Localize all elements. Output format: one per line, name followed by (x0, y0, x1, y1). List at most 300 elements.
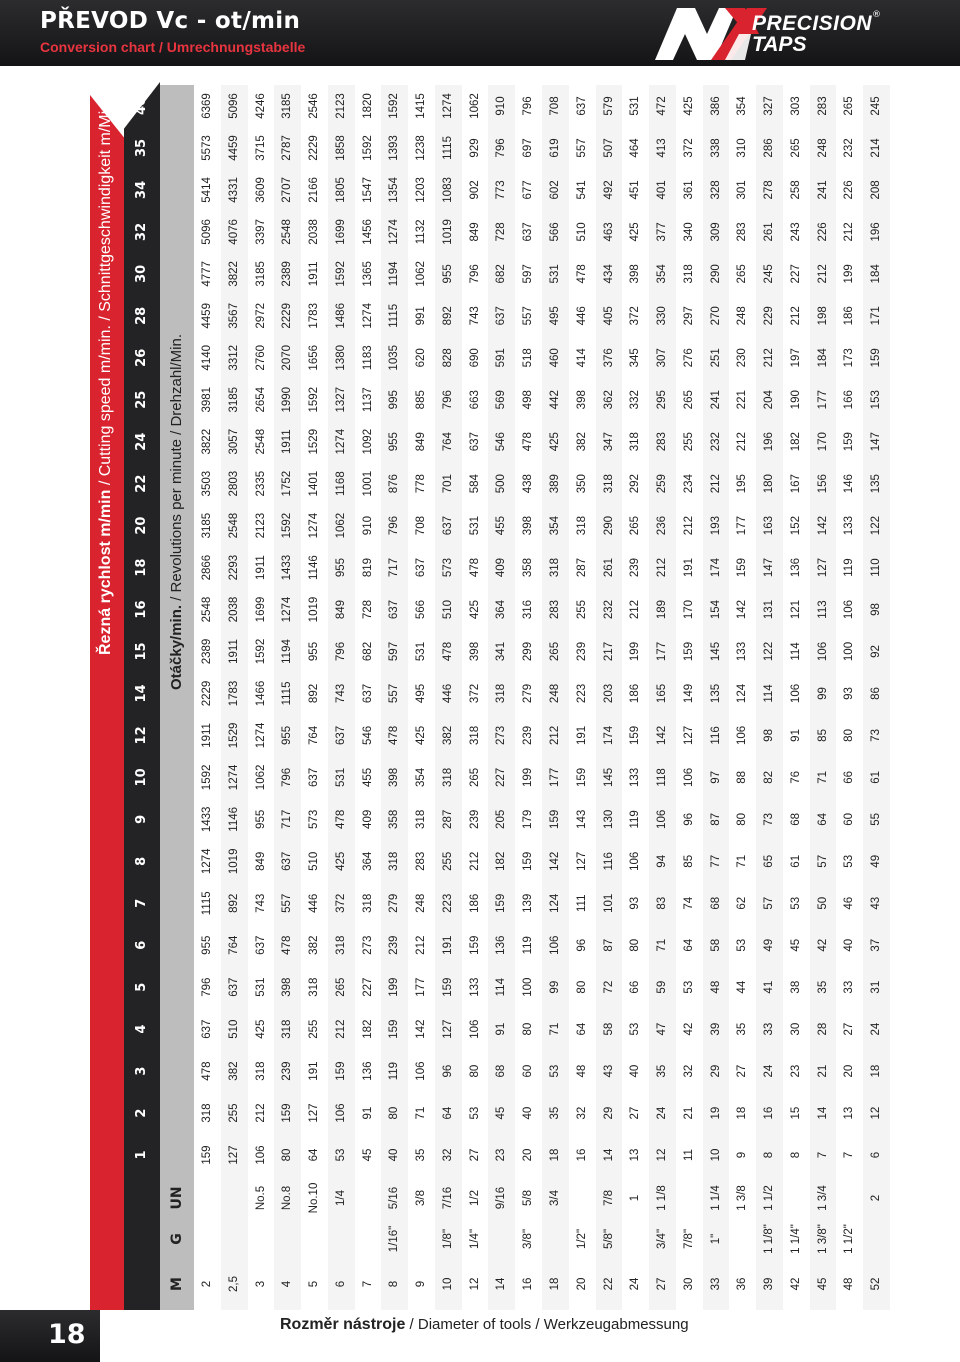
speed-head-7: 7 (134, 898, 149, 908)
cell-rpm: 318 (602, 474, 615, 494)
cell-rpm: 3503 (201, 470, 213, 497)
speed-head-9: 9 (134, 814, 149, 824)
cell-rpm: 1486 (334, 303, 347, 329)
cell-rpm: 446 (308, 893, 321, 913)
cell-rpm: 27 (843, 1022, 856, 1036)
cell-rpm: 116 (602, 852, 615, 871)
cell-rpm: 4459 (201, 303, 213, 329)
cell-rpm: 1238 (415, 135, 428, 161)
cell-rpm: 100 (843, 641, 856, 662)
cell-rpm: 3397 (254, 219, 267, 245)
cell-rpm: 94 (656, 854, 669, 868)
cell-rpm: 8 (763, 1151, 776, 1159)
cell-g-size: 7/8" (682, 1228, 695, 1250)
cell-rpm: 278 (763, 180, 776, 200)
cell-rpm: 910 (361, 516, 374, 536)
cell-rpm: 546 (495, 432, 508, 452)
cell-rpm: 195 (736, 474, 749, 494)
cell-rpm: 97 (709, 770, 722, 784)
cell-rpm: 39 (709, 1022, 722, 1036)
col-head-un: UN (169, 1186, 185, 1210)
cell-rpm: 279 (388, 893, 401, 913)
cell-rpm: 637 (388, 599, 401, 620)
cell-rpm: 1529 (227, 722, 240, 749)
cell-rpm: 318 (254, 1061, 267, 1081)
cell-rpm: 239 (629, 557, 642, 578)
cell-rpm: 1132 (415, 219, 428, 245)
cell-rpm: 637 (575, 96, 588, 116)
cell-rpm: 53 (468, 1106, 481, 1120)
cell-rpm: 579 (602, 96, 615, 116)
cell-metric-size: 12 (468, 1277, 481, 1291)
registered-mark: ® (872, 10, 881, 20)
cell-rpm: 3312 (227, 344, 240, 371)
cell-rpm: 49 (870, 854, 883, 868)
cell-rpm: 43 (602, 1064, 615, 1078)
speed-head-10: 10 (134, 768, 149, 787)
cell-rpm: 143 (575, 809, 588, 829)
cell-rpm: 40 (843, 938, 856, 952)
cell-rpm: 7 (816, 1151, 829, 1159)
cell-rpm: 354 (656, 264, 669, 284)
cell-rpm: 38 (789, 980, 802, 994)
cell-rpm: 199 (388, 977, 401, 997)
table-row (542, 85, 569, 1310)
cell-rpm: 637 (522, 222, 535, 242)
cell-rpm: 106 (254, 1145, 267, 1165)
cell-rpm: 764 (441, 432, 454, 452)
cell-rpm: 318 (575, 516, 588, 536)
cell-rpm: 717 (388, 557, 401, 578)
cell-un-size: 1/2 (468, 1190, 481, 1206)
cell-g-size (863, 1220, 890, 1258)
cell-rpm: 135 (870, 474, 883, 494)
cell-rpm: 318 (388, 851, 401, 871)
cell-rpm: 99 (816, 687, 829, 700)
cell-rpm: 405 (602, 306, 615, 326)
cell-rpm: 83 (656, 896, 669, 910)
cell-rpm: 1274 (308, 512, 321, 539)
cell-rpm: 80 (388, 1106, 401, 1120)
cell-rpm: 159 (522, 851, 535, 871)
cell-rpm: 212 (415, 935, 428, 955)
cell-rpm: 265 (789, 138, 802, 158)
cell-rpm: 4076 (227, 219, 240, 245)
cell-rpm: 177 (656, 641, 669, 662)
cell-un-size (783, 1176, 810, 1220)
cell-g-size: 1 1/2" (843, 1224, 856, 1254)
cell-rpm: 47 (656, 1022, 669, 1036)
cell-rpm: 1115 (281, 681, 294, 706)
cell-rpm: 142 (656, 725, 669, 746)
cell-rpm: 170 (682, 599, 695, 620)
cell-rpm: 303 (789, 96, 802, 116)
cell-un-size: 3/4 (549, 1190, 561, 1206)
cell-rpm: 196 (870, 222, 883, 242)
cell-rpm: 127 (441, 1019, 454, 1039)
cell-rpm: 113 (816, 600, 829, 619)
cell-rpm: 24 (870, 1022, 883, 1036)
cell-rpm: 33 (763, 1022, 776, 1036)
cell-rpm: 87 (709, 812, 722, 826)
cell-rpm: 682 (361, 641, 374, 662)
table-row (703, 85, 730, 1310)
cell-rpm: 261 (602, 557, 615, 578)
cell-rpm: 637 (201, 1019, 213, 1039)
cell-rpm: 1699 (254, 596, 267, 623)
table-row (810, 85, 837, 1310)
cell-rpm: 159 (441, 977, 454, 997)
cell-rpm: 259 (656, 474, 669, 494)
cell-rpm: 199 (629, 641, 642, 662)
cell-rpm: 425 (629, 222, 642, 242)
cell-g-size (355, 1220, 382, 1258)
cell-g-size: 1/4" (468, 1228, 481, 1250)
cell-metric-size: 4 (281, 1280, 294, 1288)
cell-rpm: 197 (789, 348, 802, 368)
cell-rpm: 728 (361, 599, 374, 620)
cell-rpm: 91 (361, 1106, 374, 1120)
table-row (783, 85, 810, 1310)
cell-rpm: 1062 (468, 93, 481, 119)
cell-g-size: 3/4" (656, 1228, 669, 1250)
cell-metric-size: 20 (575, 1277, 588, 1291)
cell-rpm: 358 (388, 809, 401, 829)
logo-text-precision: PRECISION (752, 12, 873, 35)
cell-rpm: 91 (789, 729, 802, 742)
cell-rpm: 239 (388, 935, 401, 955)
speed-head-12: 12 (134, 726, 149, 745)
cell-rpm: 53 (682, 980, 695, 994)
cell-un-size: 2 (870, 1194, 883, 1202)
speed-head-35: 35 (134, 138, 149, 158)
cell-rpm: 61 (789, 854, 802, 868)
cell-rpm: 92 (870, 645, 883, 658)
cell-rpm: 20 (522, 1148, 535, 1162)
cell-rpm: 955 (254, 809, 267, 829)
cell-rpm: 136 (361, 1061, 374, 1081)
cell-rpm: 177 (415, 977, 428, 997)
cell-rpm: 127 (227, 1145, 240, 1165)
cell-rpm: 1990 (281, 386, 294, 413)
cell-rpm: 796 (441, 390, 454, 410)
cell-rpm: 796 (388, 516, 401, 536)
cell-rpm: 1466 (254, 680, 267, 707)
cell-rpm: 478 (334, 809, 347, 829)
cell-rpm: 510 (227, 1019, 240, 1039)
cell-rpm: 5573 (201, 135, 213, 161)
cell-rpm: 796 (522, 96, 535, 116)
cell-rpm: 208 (870, 180, 883, 200)
cell-rpm: 1547 (361, 177, 374, 203)
cell-rpm: 637 (441, 516, 454, 536)
cell-rpm: 106 (334, 1103, 347, 1123)
cell-rpm: 316 (522, 599, 535, 620)
cell-rpm: 114 (495, 978, 508, 997)
cell-rpm: 245 (870, 96, 883, 116)
page-number-panel (0, 1310, 100, 1362)
cell-un-size (569, 1176, 596, 1220)
cell-rpm: 382 (575, 432, 588, 452)
cell-rpm: 180 (763, 474, 776, 494)
cell-rpm: 21 (816, 1064, 829, 1078)
cell-rpm: 1592 (254, 638, 267, 665)
footer-caption (280, 1316, 689, 1334)
footer-caption-rest: / Diameter of tools / Werkzeugabmessung (405, 1316, 689, 1333)
cell-rpm: 1911 (227, 639, 240, 664)
cell-rpm: 186 (629, 683, 642, 704)
cell-un-size (836, 1176, 863, 1220)
cell-rpm: 1168 (334, 471, 347, 497)
cell-rpm: 189 (656, 599, 669, 620)
cell-rpm: 796 (495, 138, 508, 158)
cell-un-size: 1 1/8 (656, 1185, 669, 1211)
cell-rpm: 602 (549, 180, 561, 200)
cell-rpm: 18 (549, 1148, 561, 1162)
table-row (863, 85, 890, 1310)
table-row (649, 85, 676, 1310)
table-row (221, 85, 248, 1310)
cell-rpm: 573 (308, 809, 321, 829)
cell-rpm: 159 (468, 935, 481, 955)
cell-rpm: 1194 (281, 639, 294, 664)
cell-rpm: 330 (656, 306, 669, 326)
cell-rpm: 5096 (201, 219, 213, 245)
cell-rpm: 3822 (227, 261, 240, 287)
cell-un-size: 5/16 (388, 1186, 401, 1210)
cell-rpm: 2548 (254, 428, 267, 455)
cell-rpm: 226 (843, 180, 856, 200)
cell-rpm: 3567 (227, 303, 240, 329)
col-head-m: M (169, 1277, 185, 1291)
cell-rpm: 152 (789, 516, 802, 536)
cell-rpm: 119 (843, 558, 856, 577)
cell-rpm: 354 (736, 96, 749, 116)
cell-rpm: 341 (495, 641, 508, 662)
cell-rpm: 159 (388, 1019, 401, 1039)
cell-metric-size: 7 (361, 1280, 374, 1288)
cell-rpm: 64 (816, 812, 829, 826)
cell-rpm: 398 (522, 516, 535, 536)
cell-rpm: 221 (736, 390, 749, 410)
cell-rpm: 139 (522, 893, 535, 913)
table-row (274, 85, 301, 1310)
speed-head-2: 2 (134, 1108, 149, 1118)
cell-rpm: 64 (682, 938, 695, 952)
cell-rpm: 2866 (201, 554, 213, 581)
cell-rpm: 53 (334, 1148, 347, 1162)
cell-rpm: 1062 (254, 764, 267, 791)
cell-rpm: 796 (281, 767, 294, 787)
cell-rpm: 460 (549, 348, 561, 368)
cell-rpm: 142 (736, 599, 749, 620)
conversion-table (90, 85, 890, 1310)
cell-rpm: 1752 (281, 470, 294, 497)
table-body (194, 85, 890, 1310)
page-number: 18 (48, 1319, 86, 1350)
cell-rpm: 248 (736, 306, 749, 326)
cell-rpm: 283 (549, 599, 561, 620)
cell-g-size: 1 1/8" (763, 1224, 776, 1254)
cell-rpm: 3822 (201, 428, 213, 455)
cell-rpm: 283 (736, 222, 749, 242)
cell-un-size: 5/8 (522, 1190, 535, 1206)
cell-rpm: 1592 (334, 261, 347, 287)
cell-rpm: 174 (709, 557, 722, 578)
table-row (248, 85, 275, 1310)
cell-rpm: 409 (361, 809, 374, 829)
cell-rpm: 171 (870, 306, 883, 326)
page-title: PŘEVOD Vc - ot/min (40, 8, 301, 34)
cell-rpm: 619 (549, 138, 561, 158)
cell-rpm: 743 (334, 683, 347, 704)
cell-rpm: 364 (495, 599, 508, 620)
page-subtitle: Conversion chart / Umrechnungstabelle (40, 39, 306, 55)
cell-rpm: 1092 (361, 428, 374, 455)
cell-rpm: 362 (602, 390, 615, 410)
cell-rpm: 297 (682, 306, 695, 326)
cell-rpm: 1274 (441, 93, 454, 119)
cell-rpm: 318 (415, 809, 428, 829)
cell-rpm: 184 (816, 348, 829, 368)
cell-rpm: 518 (522, 348, 535, 368)
cell-rpm: 239 (522, 725, 535, 746)
cell-rpm: 76 (789, 770, 802, 784)
cell-rpm: 3057 (227, 428, 240, 455)
cell-rpm: 147 (870, 432, 883, 452)
cell-rpm: 106 (415, 1061, 428, 1081)
cell-rpm: 1019 (308, 596, 321, 623)
cell-rpm: 409 (495, 557, 508, 578)
cell-rpm: 5096 (227, 93, 240, 119)
cell-rpm: 1274 (254, 722, 267, 749)
cell-rpm: 1433 (281, 554, 294, 581)
cell-rpm: 96 (682, 812, 695, 826)
cell-rpm: 18 (736, 1106, 749, 1120)
cell-rpm: 2038 (308, 219, 321, 245)
cell-rpm: 29 (709, 1064, 722, 1078)
speed-head-8: 8 (134, 856, 149, 866)
cell-rpm: 8 (789, 1151, 802, 1159)
cell-rpm: 182 (495, 851, 508, 871)
cell-metric-size: 39 (763, 1277, 776, 1291)
cell-rpm: 372 (468, 683, 481, 704)
cell-un-size: 9/16 (495, 1186, 508, 1210)
cell-rpm: 87 (602, 938, 615, 952)
cell-rpm: 133 (736, 641, 749, 662)
cell-metric-size: 36 (736, 1277, 749, 1291)
cell-rpm: 557 (281, 893, 294, 913)
cell-rpm: 955 (388, 432, 401, 452)
cell-rpm: 124 (549, 893, 561, 913)
cell-rpm: 14 (816, 1106, 829, 1120)
cell-rpm: 531 (415, 641, 428, 662)
cell-rpm: 13 (843, 1106, 856, 1120)
cell-metric-size: 52 (870, 1277, 883, 1291)
cell-rpm: 295 (656, 390, 669, 410)
cell-un-size: 3/8 (415, 1190, 428, 1206)
cell-rpm: 377 (656, 222, 669, 242)
cell-metric-size: 30 (682, 1277, 695, 1291)
cell-rpm: 182 (361, 1019, 374, 1039)
cell-rpm: 198 (816, 306, 829, 326)
cell-rpm: 398 (468, 641, 481, 662)
cell-rpm: 464 (629, 138, 642, 158)
cell-rpm: 53 (629, 1022, 642, 1036)
cell-rpm: 153 (870, 390, 883, 410)
cell-rpm: 255 (227, 1103, 240, 1123)
cell-rpm: 3981 (201, 386, 213, 413)
cell-rpm: 398 (281, 977, 294, 997)
cell-rpm: 159 (495, 893, 508, 913)
cell-rpm: 243 (789, 222, 802, 242)
cell-rpm: 478 (281, 935, 294, 955)
cell-rpm: 261 (763, 222, 776, 242)
cell-rpm: 45 (789, 938, 802, 952)
cell-rpm: 48 (709, 980, 722, 994)
cell-rpm: 2389 (281, 261, 294, 287)
cell-rpm: 1805 (334, 177, 347, 203)
cell-rpm: 364 (361, 851, 374, 871)
cell-rpm: 37 (870, 938, 883, 952)
cell-g-size (488, 1220, 515, 1258)
cell-metric-size: 5 (308, 1280, 321, 1288)
cell-rpm: 425 (468, 599, 481, 620)
cell-rpm: 1401 (308, 470, 321, 497)
cell-un-size: 1 3/8 (736, 1185, 749, 1211)
cell-rpm: 1146 (308, 555, 321, 580)
cell-rpm: 372 (334, 893, 347, 913)
cell-metric-size: 33 (709, 1277, 722, 1291)
cell-rpm: 273 (361, 935, 374, 955)
cell-rpm: 227 (789, 264, 802, 284)
cell-rpm: 637 (281, 851, 294, 871)
rpm-title (168, 334, 185, 690)
cell-un-size: 1 1/4 (709, 1185, 722, 1211)
cell-rpm: 142 (415, 1019, 428, 1039)
cell-rpm: 1656 (308, 344, 321, 371)
cell-rpm: 819 (361, 557, 374, 578)
cell-rpm: 35 (549, 1106, 561, 1120)
cell-rpm: 338 (709, 138, 722, 158)
cell-rpm: 584 (468, 474, 481, 494)
cell-rpm: 251 (709, 348, 722, 368)
cell-rpm: 4331 (227, 177, 240, 203)
cell-un-size: 7/8 (602, 1190, 615, 1206)
cell-rpm: 159 (281, 1103, 294, 1123)
table-row (729, 85, 756, 1310)
cell-rpm: 16 (763, 1106, 776, 1120)
cell-metric-size: 27 (656, 1277, 669, 1291)
cell-rpm: 273 (495, 725, 508, 746)
cell-rpm: 398 (629, 264, 642, 284)
cell-rpm: 62 (736, 896, 749, 910)
speed-head-18: 18 (134, 558, 149, 577)
cell-rpm: 31 (870, 980, 883, 994)
cell-rpm: 159 (682, 641, 695, 662)
cell-rpm: 182 (789, 432, 802, 452)
cell-rpm: 93 (843, 687, 856, 700)
cell-rpm: 2654 (254, 386, 267, 413)
cell-rpm: 223 (441, 893, 454, 913)
cell-rpm: 743 (254, 893, 267, 913)
cell-rpm: 557 (522, 306, 535, 326)
cell-rpm: 708 (415, 516, 428, 536)
cell-rpm: 1380 (334, 344, 347, 371)
cell-rpm: 955 (441, 264, 454, 284)
cell-rpm: 955 (201, 935, 213, 955)
column-header-band (160, 85, 194, 1310)
